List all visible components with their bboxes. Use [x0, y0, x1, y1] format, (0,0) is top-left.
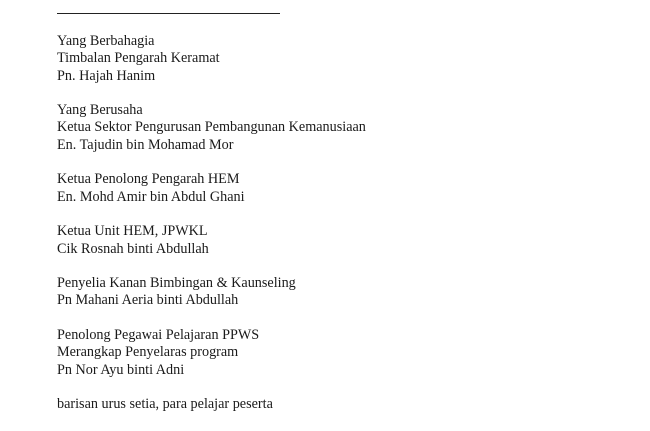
text-line: Pn Mahani Aeria binti Abdullah [57, 292, 239, 309]
text-line: Ketua Penolong Pengarah HEM [57, 171, 240, 188]
text-line: Penyelia Kanan Bimbingan & Kaunseling [57, 275, 296, 292]
text-line: En. Tajudin bin Mohamad Mor [57, 136, 234, 153]
salutation-block-6 [57, 327, 617, 379]
text-line: Yang Berusaha [57, 102, 143, 119]
text-line: Merangkap Penyelaras program [57, 344, 239, 361]
salutation-block-4 [57, 223, 617, 258]
text-line: Ketua Sektor Pengurusan Pembangunan Kemanusiaan [57, 119, 366, 136]
text-line: Penolong Pegawai Pelajaran PPWS [57, 327, 260, 344]
text-line: Timbalan Pengarah Keramat [57, 50, 220, 67]
salutation-block-2 [57, 102, 617, 154]
salutation-block-1 [57, 33, 617, 85]
text-line: Yang Berbahagia [57, 33, 155, 49]
salutation-block-3 [57, 171, 617, 206]
text-line: Pn. Hajah Hanim [57, 67, 156, 84]
salutation-block-7 [57, 396, 617, 413]
text-line: En. Mohd Amir bin Abdul Ghani [57, 188, 245, 205]
text-line: barisan urus setia, para pelajar peserta [57, 396, 273, 413]
text-line: Cik Rosnah binti Abdullah [57, 240, 209, 257]
salutation-block-5 [57, 275, 617, 310]
signature-line [57, 13, 280, 14]
salutation-list [57, 33, 617, 431]
text-line: Ketua Unit HEM, JPWKL [57, 223, 208, 240]
text-line: Pn Nor Ayu binti Adni [57, 361, 185, 378]
